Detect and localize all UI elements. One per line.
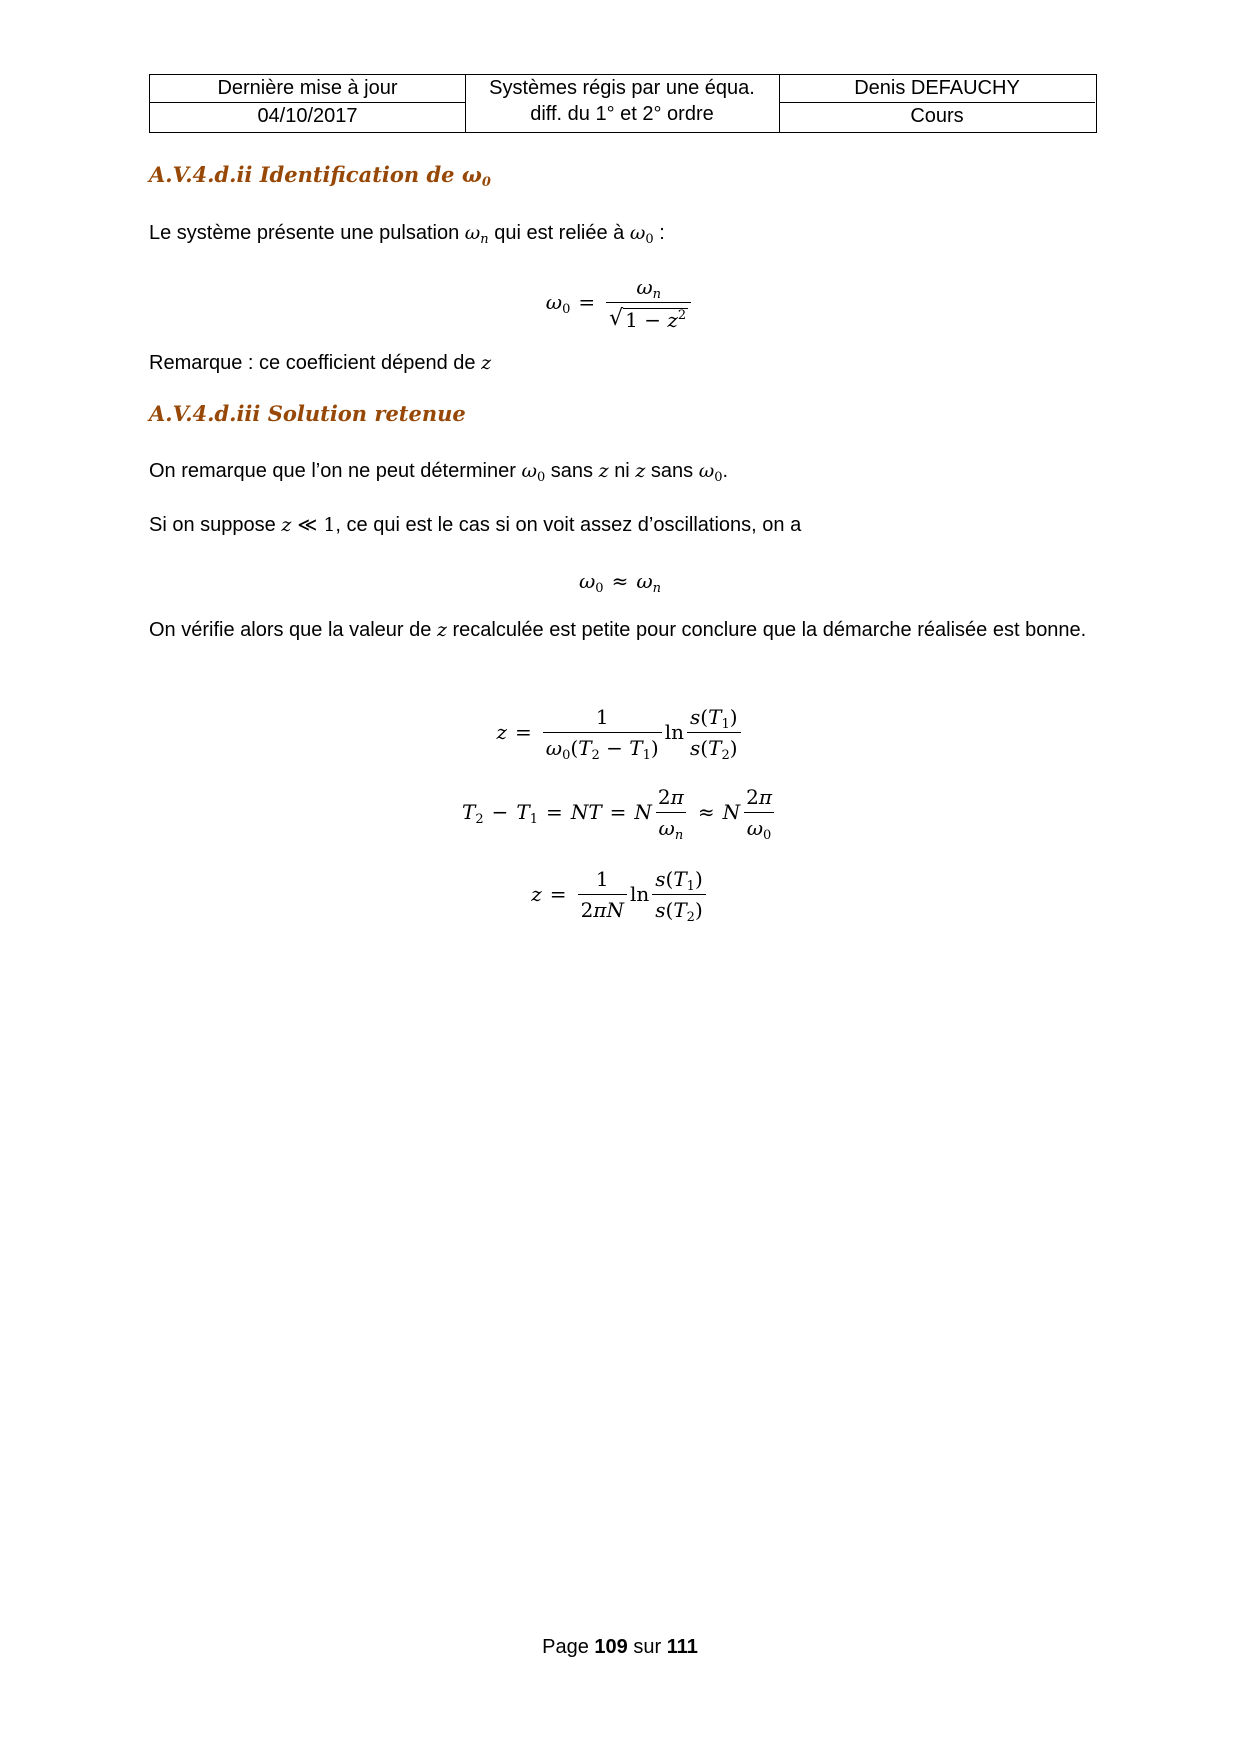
section-heading-identification: A.V.4.d.ii Identification de $\omega_0$ [149,162,491,190]
author-name: Denis DEFAUCHY [854,77,1020,99]
header-table [149,74,1097,133]
update-date: 04/10/2017 [257,105,358,127]
paragraph-determination: On remarque que l’on ne peut déterminer $\omega_0$ sans z ni z sans $\omega_0$. [149,460,729,485]
section-heading-solution: A.V.4.d.iii Solution retenue [149,401,466,426]
doc-type: Cours [910,105,964,127]
equation-omega0: $\omega_0$ = $\omega_n$ √ $1 - z^2$ [0,272,1240,332]
doc-title-line1: Systèmes régis par une équa. [489,77,755,99]
equation-period: $T_2$ − $T_1$ = NT = N $\frac{2\pi}{\omega_n}$ ≈ N $\frac{2\pi}{\omega_0}$ [0,780,1240,844]
last-update-label: Dernière mise à jour [217,77,398,99]
equation-approximation: $\omega_0$ ≈ $\omega_n$ [578,569,662,596]
total-pages: 111 [666,1636,698,1658]
paragraph-verification: On vérifie alors que la valeur de z recalculée est petite pour conclure que la démarche réalisée est bonne. [149,619,1087,641]
page-footer: Page 109 sur 111 [542,1636,698,1658]
equation-z-final: z = $\frac{1}{2\pi N}$ ln $\frac{s(T_1)}{s(T_2)}$ [0,862,1240,926]
paragraph-pulsation: Le système présente une pulsation $\omega_n$ qui est reliée à $\omega_0$ : [149,222,665,247]
page-number: 109 [594,1636,628,1658]
paragraph-hypothesis: Si on suppose z ≪ 1, ce qui est le cas si on voit assez d’oscillations, on a [149,514,802,536]
equation-z-general: z = $\frac{1}{\omega_0(T_2 - T_1)}$ ln $\frac{s(T_1)}{s(T_2)}$ [0,700,1240,764]
doc-title-line2: diff. du 1° et 2° ordre [530,103,714,125]
remark-paragraph: Remarque : ce coefficient dépend de z [149,352,492,374]
